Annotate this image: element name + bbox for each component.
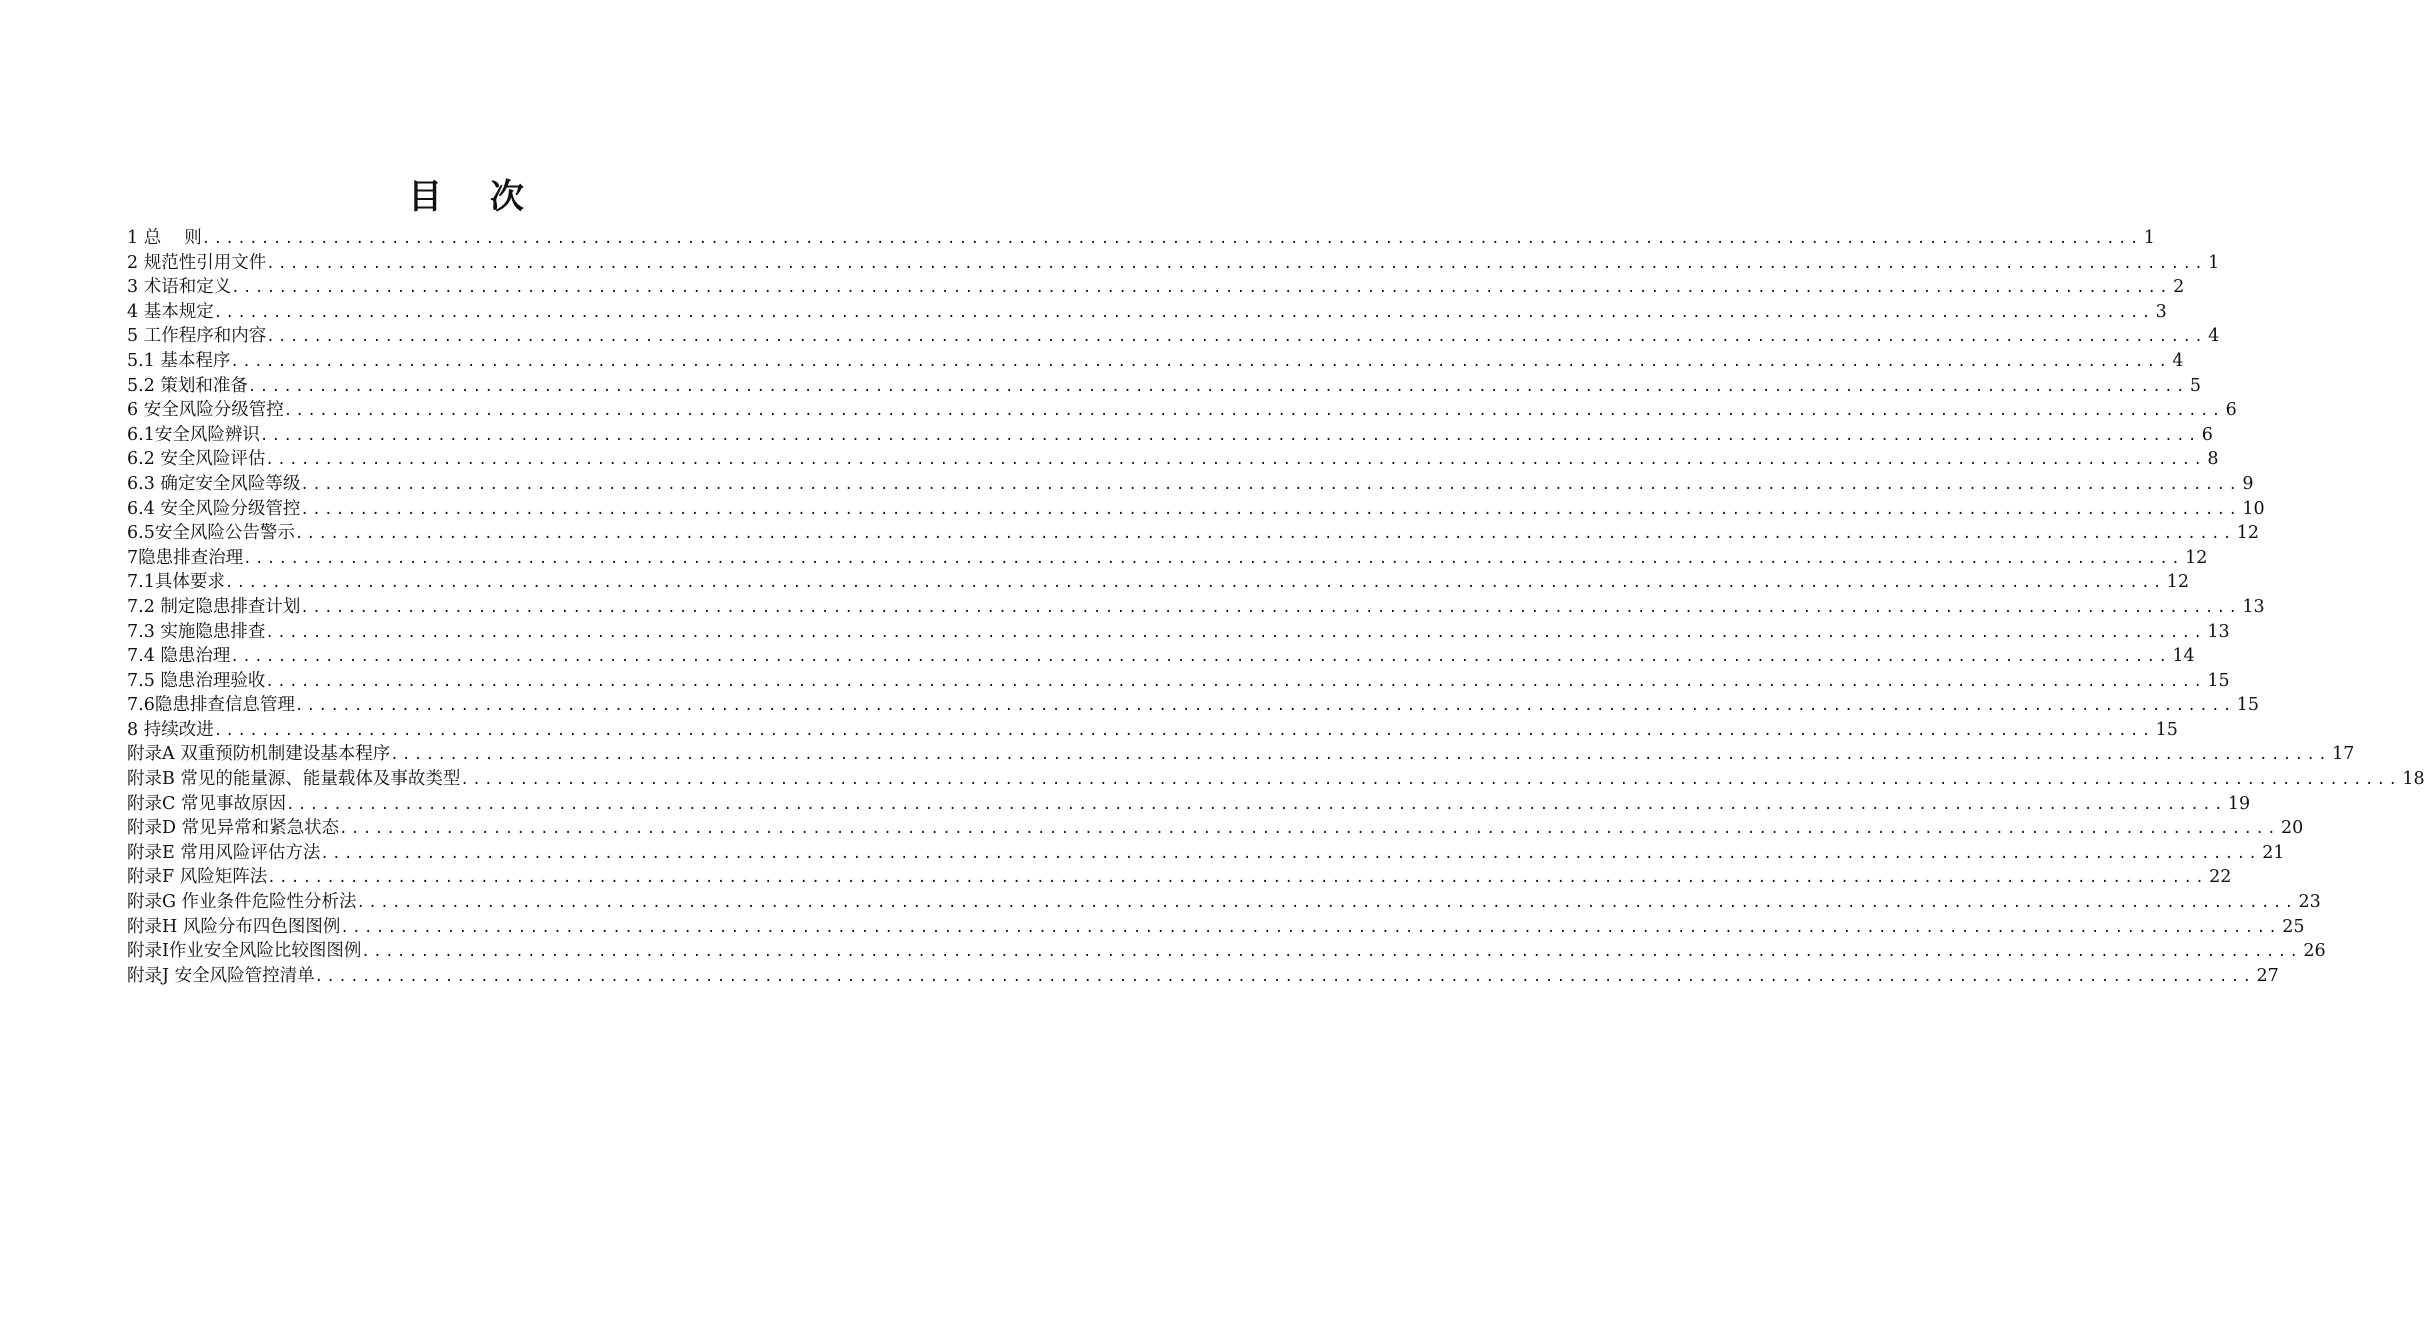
toc-dot-leader: .................................................................................................................................................................... xyxy=(265,452,2206,469)
toc-entry[interactable] xyxy=(127,939,2326,964)
toc-entry-page-number: 23 xyxy=(2298,892,2321,913)
toc-dot-leader: .................................................................................................................................................................... xyxy=(224,575,2165,592)
toc-entry[interactable] xyxy=(127,816,2304,841)
toc-dot-leader: .................................................................................................................................................................... xyxy=(294,526,2235,543)
toc-entry-page-number: 1 xyxy=(2208,252,2220,273)
toc-entry-label: 6.2 安全风险评估 xyxy=(127,449,266,470)
toc-entry-page-number: 15 xyxy=(2236,695,2260,716)
toc-entry[interactable] xyxy=(127,693,2260,718)
toc-entry[interactable] xyxy=(127,472,2254,497)
toc-entry[interactable] xyxy=(127,349,2184,374)
toc-dot-leader: .................................................................................................................................................................... xyxy=(294,698,2235,715)
toc-dot-leader: .................................................................................................................................................................... xyxy=(361,944,2302,961)
toc-entry[interactable] xyxy=(127,620,2230,645)
toc-entry-label: 7.6隐患排查信息管理 xyxy=(127,695,295,716)
toc-entry[interactable] xyxy=(127,644,2195,669)
toc-dot-leader: .................................................................................................................................................................... xyxy=(243,550,2184,567)
toc-entry-label: 7.1具体要求 xyxy=(127,572,225,593)
toc-entry[interactable] xyxy=(127,865,2232,890)
toc-entry-page-number: 15 xyxy=(2155,719,2178,740)
toc-entry-page-number: 18 xyxy=(2402,769,2425,790)
toc-dot-leader: .................................................................................................................................................................... xyxy=(283,403,2224,420)
toc-entry[interactable] xyxy=(127,915,2305,940)
toc-entry[interactable] xyxy=(127,841,2285,866)
toc-dot-leader: .................................................................................................................................................................... xyxy=(266,255,2207,272)
toc-entry-page-number: 14 xyxy=(2172,646,2195,667)
toc-entry[interactable] xyxy=(127,792,2251,817)
toc-entry-page-number: 17 xyxy=(2332,744,2355,765)
page-title: 目 次 xyxy=(408,177,542,217)
toc-dot-leader: .................................................................................................................................................................... xyxy=(285,796,2226,813)
toc-entry-label: 附录D 常见异常和紧急状态 xyxy=(127,818,340,839)
toc-dot-leader: .................................................................................................................................................................... xyxy=(300,501,2241,518)
toc-entry-page-number: 25 xyxy=(2282,916,2305,937)
toc-entry-label: 2 规范性引用文件 xyxy=(127,252,267,273)
toc-entry[interactable] xyxy=(127,595,2265,620)
toc-entry-page-number: 13 xyxy=(2207,621,2230,642)
toc-entry-label: 附录J 安全风险管控清单 xyxy=(127,965,315,986)
toc-entry-page-number: 3 xyxy=(2155,301,2167,322)
toc-dot-leader: .................................................................................................................................................................... xyxy=(339,821,2280,838)
toc-dot-leader: .................................................................................................................................................................... xyxy=(300,476,2241,493)
toc-entry[interactable] xyxy=(127,767,2425,792)
toc-dot-leader: .................................................................................................................................................................... xyxy=(267,870,2208,887)
toc-entry-label: 7.4 隐患治理 xyxy=(127,646,231,667)
toc-entry-page-number: 10 xyxy=(2242,498,2265,519)
toc-entry[interactable] xyxy=(127,324,2220,349)
toc-dot-leader: .................................................................................................................................................................... xyxy=(213,722,2154,739)
toc-entry-page-number: 6 xyxy=(2225,400,2237,421)
toc-entry[interactable] xyxy=(127,669,2230,694)
toc-entry-page-number: 22 xyxy=(2209,867,2232,888)
toc-entry-page-number: 12 xyxy=(2236,523,2260,544)
toc-dot-leader: .................................................................................................................................................................... xyxy=(265,673,2206,690)
toc-entry-label: 附录E 常用风险评估方法 xyxy=(127,842,321,863)
toc-entry-label: 7.3 实施隐患排查 xyxy=(127,621,266,642)
toc-entry-label: 6.3 确定安全风险等级 xyxy=(127,473,301,494)
toc-dot-leader: .................................................................................................................................................................... xyxy=(340,919,2281,936)
toc-entry-label: 附录I作业安全风险比较图图例 xyxy=(127,941,362,962)
toc-entry[interactable] xyxy=(127,226,2155,251)
toc-entry-label: 7.5 隐患治理验收 xyxy=(127,670,266,691)
toc-entry[interactable] xyxy=(127,521,2260,546)
toc-entry-page-number: 27 xyxy=(2256,965,2279,986)
toc-dot-leader: .................................................................................................................................................................... xyxy=(247,378,2188,395)
toc-entry-label: 附录H 风险分布四色图图例 xyxy=(127,916,341,937)
toc-entry[interactable] xyxy=(127,300,2167,325)
toc-entry-page-number: 1 xyxy=(2143,228,2155,248)
toc-entry-label: 附录F 风险矩阵法 xyxy=(127,867,268,888)
toc-entry-label: 3 术语和定义 xyxy=(127,277,232,298)
toc-entry-page-number: 4 xyxy=(2172,350,2184,371)
toc-dot-leader: .................................................................................................................................................................... xyxy=(266,329,2207,346)
toc-entry-page-number: 12 xyxy=(2166,572,2190,593)
toc-entry-label: 6.5安全风险公告警示 xyxy=(127,523,295,544)
toc-entry-label: 4 基本规定 xyxy=(127,301,214,322)
toc-entry-label: 7隐患排查治理 xyxy=(127,547,244,568)
toc-entry-page-number: 13 xyxy=(2242,596,2265,617)
toc-dot-leader: .................................................................................................................................................................... xyxy=(265,624,2206,641)
toc-entry[interactable] xyxy=(127,964,2279,989)
toc-entry-label: 附录A 双重预防机制建设基本程序 xyxy=(127,744,391,765)
toc-entry[interactable] xyxy=(127,497,2265,522)
toc-entry-label: 5.2 策划和准备 xyxy=(127,375,248,396)
toc-dot-leader: .................................................................................................................................................................... xyxy=(300,599,2241,616)
toc-entry[interactable] xyxy=(127,742,2355,767)
toc-entry[interactable] xyxy=(127,718,2178,743)
toc-entry-page-number: 9 xyxy=(2242,473,2254,494)
toc-entry-page-number: 8 xyxy=(2207,449,2219,470)
toc-dot-leader: .................................................................................................................................................................... xyxy=(356,895,2297,912)
toc-dot-leader: .................................................................................................................................................................... xyxy=(320,845,2261,862)
toc-entry[interactable] xyxy=(127,423,2213,448)
toc-dot-leader: .................................................................................................................................................................... xyxy=(230,649,2171,666)
toc-entry-label: 5.1 基本程序 xyxy=(127,350,231,371)
toc-entry-page-number: 15 xyxy=(2207,670,2230,691)
toc-entry[interactable] xyxy=(127,447,2219,472)
toc-entry-label: 附录G 作业条件危险性分析法 xyxy=(127,892,357,913)
toc-dot-leader: .................................................................................................................................................................... xyxy=(231,280,2172,297)
toc-entry-label: 1 总 则 xyxy=(127,228,202,248)
toc-entry-label: 6.1安全风险辨识 xyxy=(127,424,260,445)
toc-entry[interactable] xyxy=(127,570,2190,595)
toc-entry-label: 5 工作程序和内容 xyxy=(127,326,267,347)
toc-entry[interactable] xyxy=(127,251,2220,276)
toc-entry-label: 6.4 安全风险分级管控 xyxy=(127,498,301,519)
toc-dot-leader: .................................................................................................................................................................... xyxy=(460,772,2401,789)
toc-entry-page-number: 4 xyxy=(2208,326,2220,347)
toc-dot-leader: .................................................................................................................................................................... xyxy=(230,353,2171,370)
toc-entry-page-number: 5 xyxy=(2189,375,2201,396)
toc-entry-page-number: 12 xyxy=(2185,547,2208,568)
toc-entry-page-number: 21 xyxy=(2262,842,2285,863)
toc-entry-page-number: 19 xyxy=(2227,793,2251,814)
toc-entry-page-number: 26 xyxy=(2303,941,2326,962)
toc-entry[interactable] xyxy=(127,374,2201,399)
toc-entry[interactable] xyxy=(127,275,2185,300)
toc-dot-leader: .................................................................................................................................................................... xyxy=(390,747,2331,764)
toc-dot-leader: .................................................................................................................................................................... xyxy=(314,968,2255,985)
toc-dot-leader: .................................................................................................................................................................... xyxy=(213,304,2154,321)
toc-entry-label: 7.2 制定隐患排查计划 xyxy=(127,596,301,617)
toc-dot-leader: .................................................................................................................................................................... xyxy=(259,427,2200,444)
toc-entry[interactable] xyxy=(127,890,2321,915)
toc-entry-page-number: 6 xyxy=(2201,424,2213,445)
toc-dot-leader: .................................................................................................................................................................... xyxy=(201,231,2142,247)
toc-entry-label: 8 持续改进 xyxy=(127,719,214,740)
toc-entry-label: 附录C 常见事故原因 xyxy=(127,793,286,814)
toc-entry-label: 附录B 常见的能量源、能量载体及事故类型 xyxy=(127,769,461,790)
toc-entry-label: 6 安全风险分级管控 xyxy=(127,400,284,421)
toc-entry-page-number: 20 xyxy=(2281,818,2304,839)
toc-entry[interactable] xyxy=(127,546,2208,571)
toc-entry-page-number: 2 xyxy=(2173,277,2185,298)
table-of-contents xyxy=(127,226,2425,988)
toc-entry[interactable] xyxy=(127,398,2237,423)
